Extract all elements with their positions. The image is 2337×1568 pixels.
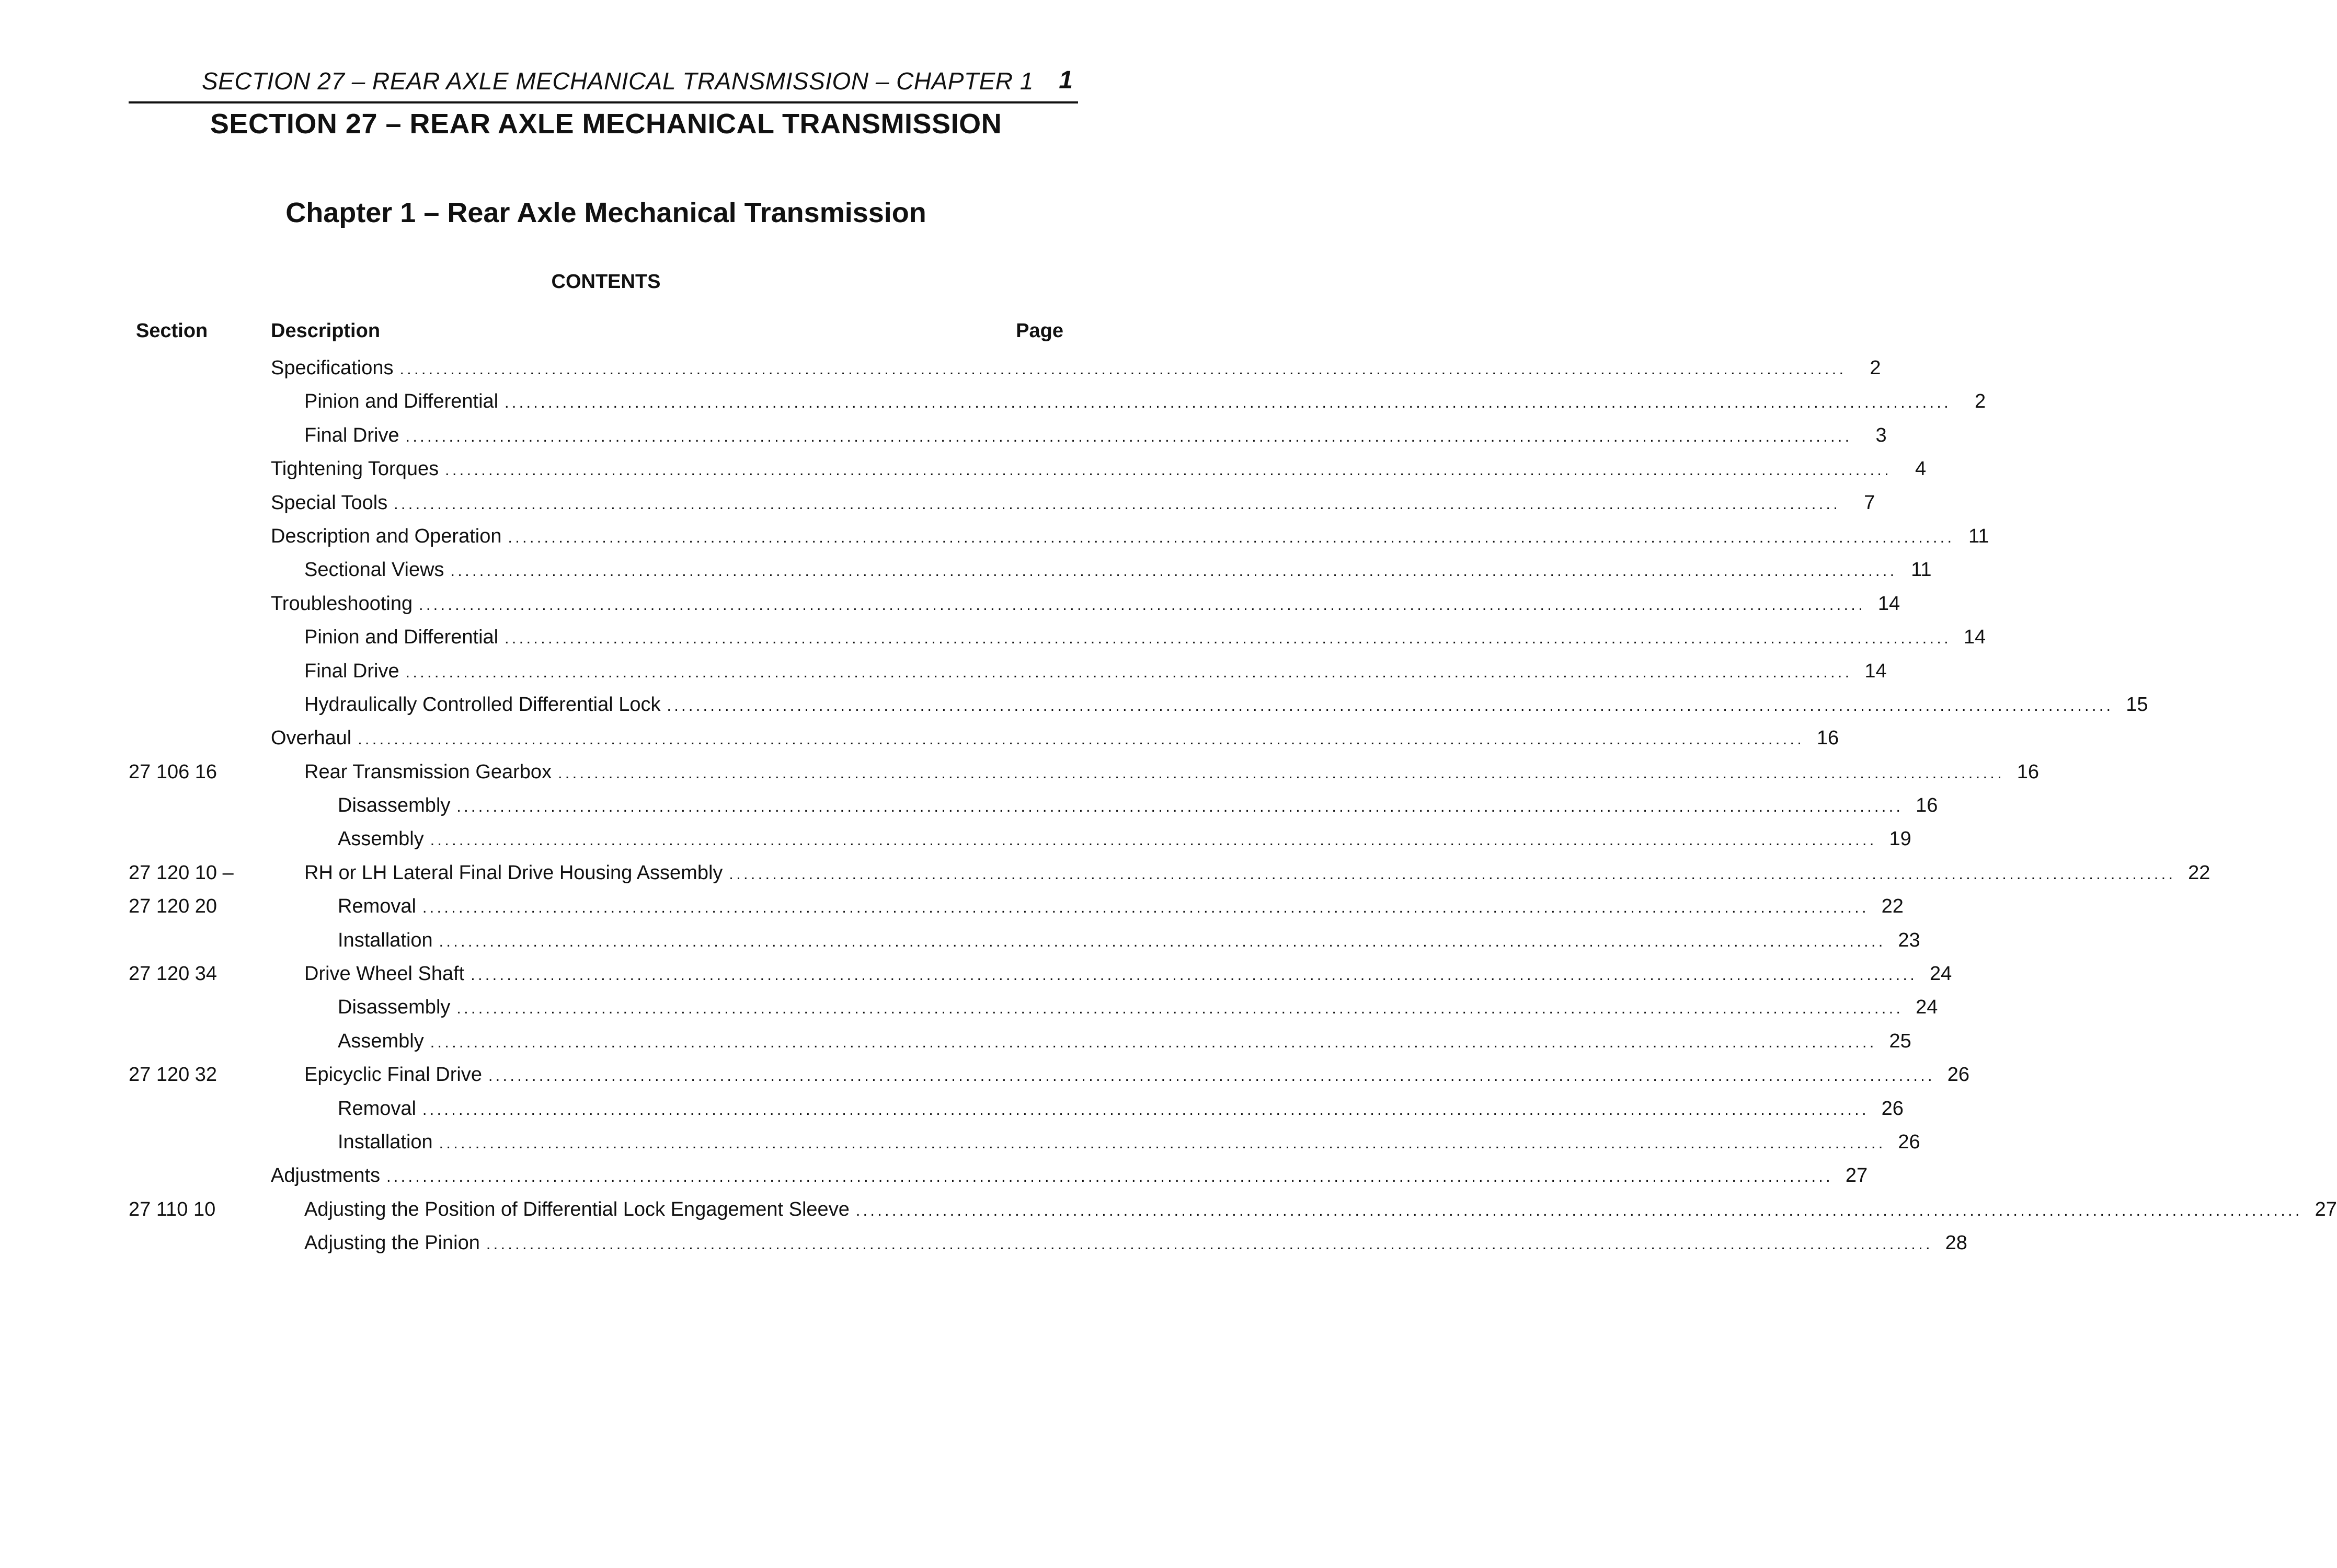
toc-entry[interactable] xyxy=(271,587,1900,622)
toc-page-number: 24 xyxy=(1916,996,1938,1019)
toc-entry-label: Removal xyxy=(338,895,416,918)
toc-page-number: 11 xyxy=(1968,525,1989,547)
toc-entry[interactable] xyxy=(304,385,1986,420)
dot-leader: ........................................................................................................................................................................................................ xyxy=(456,1000,1904,1018)
dot-leader: ........................................................................................................................................................................................................ xyxy=(486,1236,1933,1253)
toc-entry[interactable] xyxy=(304,1193,2337,1228)
toc-row xyxy=(0,520,1989,553)
dot-leader: ........................................................................................................................................................................................................ xyxy=(558,764,2005,782)
toc-entry-label: Sectional Views xyxy=(304,559,444,581)
toc-section-code: 27 120 32 xyxy=(129,1064,217,1086)
running-header xyxy=(129,66,1078,103)
chapter-title: Chapter 1 – Rear Axle Mechanical Transmission xyxy=(285,197,926,228)
toc-row xyxy=(0,856,2210,890)
toc-row xyxy=(0,1092,1904,1125)
toc-entry-label: Pinion and Differential xyxy=(304,626,499,649)
toc-page-number: 7 xyxy=(1864,491,1875,514)
dot-leader: ........................................................................................................................................................................................................ xyxy=(405,663,1852,681)
toc-row xyxy=(0,688,2148,721)
toc-page-number: 24 xyxy=(1929,963,1952,985)
dot-leader: ........................................................................................................................................................................................................ xyxy=(430,1033,1877,1051)
dot-leader: ........................................................................................................................................................................................................ xyxy=(394,495,1841,513)
toc-row xyxy=(0,1125,1920,1159)
toc-entry[interactable] xyxy=(271,721,1839,756)
toc-entry-label: Description and Operation xyxy=(271,525,502,547)
toc-section-code: 27 120 20 xyxy=(129,895,217,918)
dot-leader: ........................................................................................................................................................................................................ xyxy=(729,865,2176,883)
toc-entry-label: Adjusting the Pinion xyxy=(304,1232,480,1254)
toc-entry[interactable] xyxy=(338,924,1920,959)
toc-row xyxy=(0,1159,1868,1192)
toc-page-number: 16 xyxy=(1916,794,1938,817)
toc-entry-label: Assembly xyxy=(338,828,424,850)
section-title: SECTION 27 – REAR AXLE MECHANICAL TRANSMISSION xyxy=(210,108,1002,140)
toc-row xyxy=(0,924,1920,957)
toc-page-number: 27 xyxy=(1845,1165,1868,1187)
dot-leader: ........................................................................................................................................................................................................ xyxy=(399,361,1847,378)
toc-entry[interactable] xyxy=(304,688,2148,723)
toc-row xyxy=(0,1193,2337,1226)
toc-entry[interactable] xyxy=(338,990,1938,1025)
toc-page-number: 25 xyxy=(1889,1030,1911,1052)
toc-page-number: 26 xyxy=(1881,1097,1904,1120)
toc-entry-label: Final Drive xyxy=(304,660,399,682)
toc-page-number: 11 xyxy=(1911,559,1932,581)
toc-page-number: 14 xyxy=(1864,660,1887,682)
dot-leader: ........................................................................................................................................................................................................ xyxy=(439,932,1886,950)
toc-entry[interactable] xyxy=(271,1159,1868,1194)
toc-entry[interactable] xyxy=(271,520,1989,555)
dot-leader: ........................................................................................................................................................................................................ xyxy=(456,798,1904,816)
toc-page-number: 27 xyxy=(2315,1198,2337,1220)
toc-entry-label: Epicyclic Final Drive xyxy=(304,1064,482,1086)
toc-row xyxy=(0,1226,1967,1260)
toc-entry[interactable] xyxy=(304,1226,1967,1261)
toc-entry[interactable] xyxy=(338,1024,1911,1059)
dot-leader: ........................................................................................................................................................................................................ xyxy=(450,562,1897,580)
toc-row xyxy=(0,789,1938,822)
toc-entry-label: Pinion and Differential xyxy=(304,390,499,413)
running-header-title: SECTION 27 – REAR AXLE MECHANICAL TRANSMISSION – CHAPTER 1 xyxy=(202,67,1034,95)
toc-row xyxy=(0,957,1952,990)
toc-page-number: 23 xyxy=(1898,929,1920,951)
toc-page-number: 22 xyxy=(1881,895,1904,918)
toc-entry-label: Adjusting the Position of Differential Lock Engagement Sleeve xyxy=(304,1198,850,1220)
toc-page-number: 19 xyxy=(1889,828,1911,850)
toc-entry-label: Rear Transmission Gearbox xyxy=(304,760,552,783)
toc-row xyxy=(0,419,1887,452)
toc-entry[interactable] xyxy=(338,1092,1904,1127)
dot-leader: ........................................................................................................................................................................................................ xyxy=(505,394,1952,412)
toc-section-code: 27 120 34 xyxy=(129,963,217,985)
dot-leader: ........................................................................................................................................................................................................ xyxy=(439,1134,1886,1152)
toc-row xyxy=(0,654,1887,688)
column-header-section: Section xyxy=(136,320,208,342)
toc-entry-label: Adjustments xyxy=(271,1165,381,1187)
toc-entry[interactable] xyxy=(338,890,1904,925)
column-header-description: Description xyxy=(271,320,381,342)
toc-entry[interactable] xyxy=(304,620,1986,655)
toc-page-number: 2 xyxy=(1974,390,1986,413)
toc-page-number: 2 xyxy=(1870,357,1881,379)
dot-leader: ........................................................................................................................................................................................................ xyxy=(358,731,1805,748)
dot-leader: ........................................................................................................................................................................................................ xyxy=(667,697,2114,714)
toc-row xyxy=(0,721,1839,755)
toc-row xyxy=(0,351,1881,385)
toc-entry-label: Assembly xyxy=(338,1030,424,1052)
toc-entry[interactable] xyxy=(271,452,1927,487)
toc-entry[interactable] xyxy=(304,419,1887,454)
toc-section-code: 27 120 10 – xyxy=(129,861,234,884)
toc-row xyxy=(0,822,1911,856)
page-number: 1 xyxy=(1059,66,1073,94)
toc-section-code: 27 110 10 xyxy=(129,1198,216,1220)
toc-page-number: 22 xyxy=(2188,861,2210,884)
toc-page-number: 16 xyxy=(2017,760,2040,783)
column-header-page: Page xyxy=(1016,320,1063,342)
toc-entry-label: RH or LH Lateral Final Drive Housing Assembly xyxy=(304,861,723,884)
dot-leader: ........................................................................................................................................................................................................ xyxy=(445,462,1892,479)
toc-page-number: 26 xyxy=(1947,1064,1969,1086)
toc-entry[interactable] xyxy=(338,1125,1920,1160)
contents-heading: CONTENTS xyxy=(551,271,661,293)
toc-page-number: 16 xyxy=(1816,727,1839,750)
toc-row xyxy=(0,1058,1969,1091)
table-of-contents xyxy=(0,351,2337,1260)
toc-entry-label: Troubleshooting xyxy=(271,592,413,615)
toc-entry[interactable] xyxy=(304,654,1887,689)
toc-entry-label: Removal xyxy=(338,1097,416,1120)
toc-page-number: 4 xyxy=(1915,458,1927,480)
toc-row xyxy=(0,1024,1911,1058)
toc-entry-label: Special Tools xyxy=(271,491,388,514)
toc-entry[interactable] xyxy=(304,957,1952,992)
toc-page-number: 3 xyxy=(1875,424,1887,446)
toc-entry-label: Overhaul xyxy=(271,727,352,750)
toc-entry[interactable] xyxy=(304,553,1932,588)
dot-leader: ........................................................................................................................................................................................................ xyxy=(488,1067,1935,1085)
toc-row xyxy=(0,452,1927,486)
toc-entry[interactable] xyxy=(338,822,1911,857)
toc-row xyxy=(0,755,2040,789)
dot-leader: ........................................................................................................................................................................................................ xyxy=(422,899,1869,917)
toc-entry-label: Specifications xyxy=(271,357,394,379)
toc-row xyxy=(0,890,1904,923)
toc-page-number: 28 xyxy=(1945,1232,1967,1254)
toc-entry[interactable] xyxy=(304,755,2040,790)
toc-entry-label: Disassembly xyxy=(338,996,451,1019)
toc-entry-label: Drive Wheel Shaft xyxy=(304,963,465,985)
toc-page-number: 15 xyxy=(2126,693,2148,716)
dot-leader: ........................................................................................................................................................................................................ xyxy=(419,596,1866,614)
toc-row xyxy=(0,553,1932,586)
toc-row xyxy=(0,587,1900,620)
toc-entry-label: Installation xyxy=(338,1131,433,1153)
dot-leader: ........................................................................................................................................................................................................ xyxy=(422,1101,1869,1119)
dot-leader: ........................................................................................................................................................................................................ xyxy=(405,428,1852,445)
toc-entry[interactable] xyxy=(271,486,1875,521)
dot-leader: ........................................................................................................................................................................................................ xyxy=(508,528,1955,546)
toc-entry-label: Tightening Torques xyxy=(271,458,439,480)
toc-entry-label: Disassembly xyxy=(338,794,451,817)
toc-row xyxy=(0,620,1986,654)
toc-row xyxy=(0,990,1938,1024)
toc-entry-label: Final Drive xyxy=(304,424,399,446)
dot-leader: ........................................................................................................................................................................................................ xyxy=(471,966,1918,984)
toc-page-number: 14 xyxy=(1877,592,1900,615)
dot-leader: ........................................................................................................................................................................................................ xyxy=(430,832,1877,849)
toc-page-number: 14 xyxy=(1963,626,1986,649)
toc-row xyxy=(0,385,1986,418)
dot-leader: ........................................................................................................................................................................................................ xyxy=(855,1202,2302,1219)
toc-entry[interactable] xyxy=(304,856,2210,891)
toc-row xyxy=(0,486,1875,520)
toc-entry[interactable] xyxy=(338,789,1938,824)
toc-section-code: 27 106 16 xyxy=(129,760,217,783)
dot-leader: ........................................................................................................................................................................................................ xyxy=(386,1168,1834,1186)
toc-entry-label: Installation xyxy=(338,929,433,951)
toc-entry[interactable] xyxy=(304,1058,1969,1093)
toc-entry[interactable] xyxy=(271,351,1881,386)
toc-entry-label: Hydraulically Controlled Differential Lock xyxy=(304,693,661,716)
dot-leader: ........................................................................................................................................................................................................ xyxy=(505,630,1952,648)
toc-page-number: 26 xyxy=(1898,1131,1920,1153)
